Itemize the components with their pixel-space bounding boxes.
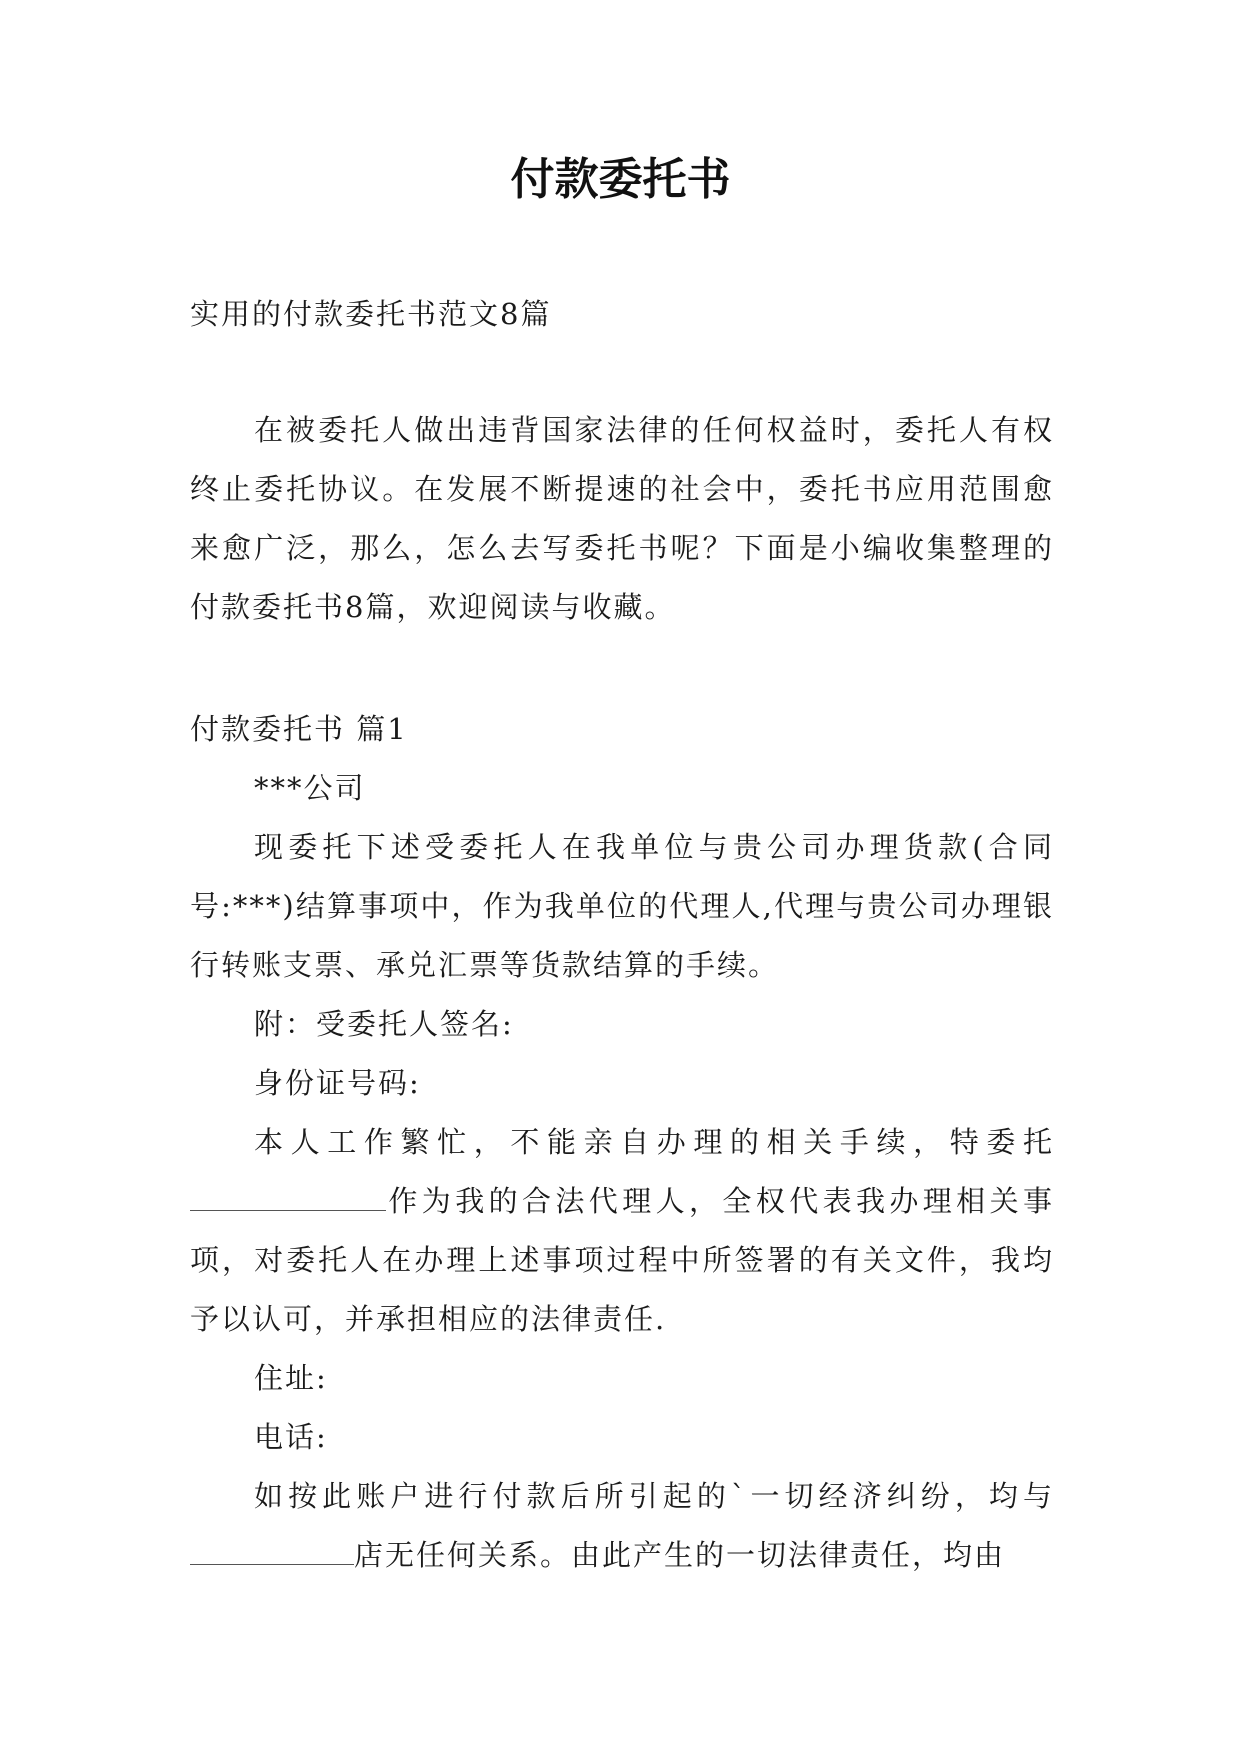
- intro-paragraph: 在被委托人做出违背国家法律的任何权益时，委托人有权终止委托协议。在发展不断提速的社会中，委托书应用范围愈来愈广泛，那么，怎么去写委托书呢？下面是小编收集整理的付款委托书8篇，欢迎阅读与收藏。: [190, 413, 1054, 624]
- id-number-line: 身份证号码:: [254, 1066, 421, 1100]
- store-name-blank: [190, 1536, 354, 1565]
- entrustment-paragraph: 现委托下述受委托人在我单位与贵公司办理货款(合同号:***)结算事项中，作为我单位的代理人,代理与贵公司办理银行转账支票、承兑汇票等货款结算的手续。: [190, 830, 1054, 982]
- payment-end: 店无任何关系。由此产生的一切法律责任，均由: [354, 1538, 1006, 1572]
- agent-name-blank: [190, 1182, 386, 1211]
- company-line: ***公司: [254, 771, 366, 805]
- section-heading: 付款委托书 篇1: [190, 712, 408, 746]
- authorization-paragraph: [190, 1113, 1054, 1349]
- payment-paragraph: [190, 1467, 1054, 1585]
- payment-start: 如按此账户进行付款后所引起的`一切经济纠纷，均与: [254, 1479, 1054, 1513]
- intro-section: [190, 401, 1054, 637]
- document-title: 付款委托书: [510, 154, 731, 205]
- subtitle-text: 实用的付款委托书范文8篇: [190, 297, 552, 331]
- section-1: [190, 700, 1054, 1585]
- document-subtitle: [190, 285, 1054, 344]
- address-line: 住址:: [254, 1361, 328, 1395]
- authorization-start: 本人工作繁忙，不能亲自办理的相关手续，特委托: [254, 1125, 1054, 1159]
- phone-line: 电话:: [254, 1420, 328, 1454]
- signature-line: 附：受委托人签名:: [254, 1007, 514, 1041]
- authorization-end: 作为我的合法代理人，全权代表我办理相关事项，对委托人在办理上述事项过程中所签署的有关文件，我均予以认可，并承担相应的法律责任.: [190, 1184, 1054, 1336]
